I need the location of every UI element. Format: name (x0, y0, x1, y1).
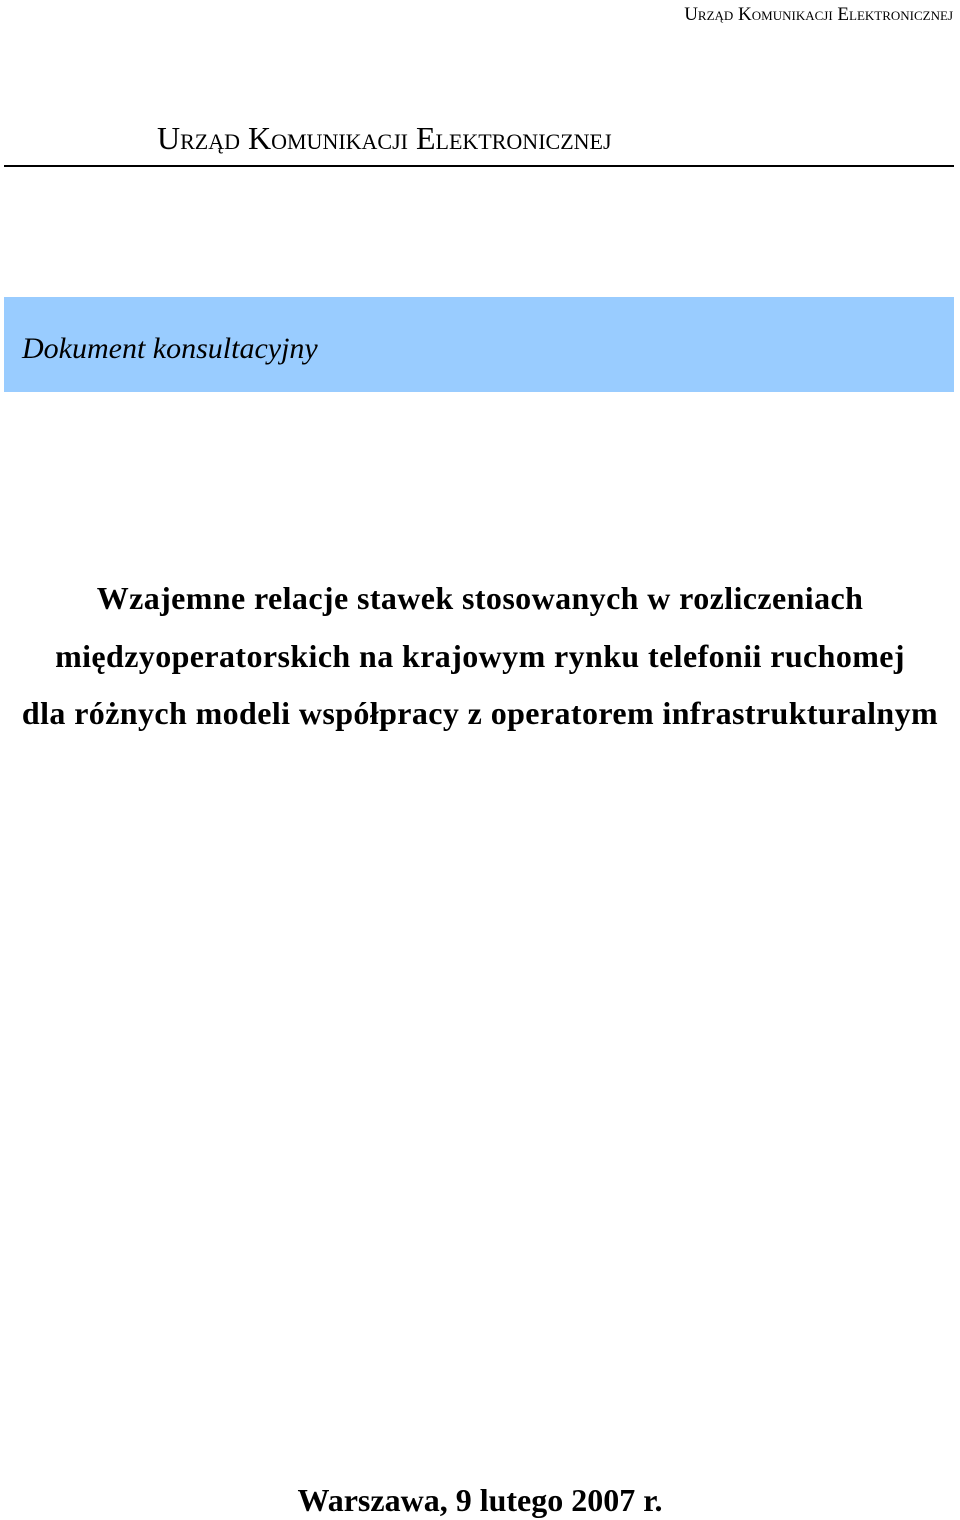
running-header: Urząd Komunikacji Elektronicznej (684, 4, 953, 25)
title-divider (4, 165, 954, 167)
place-and-date: Warszawa, 9 lutego 2007 r. (297, 1482, 663, 1518)
document-title (0, 570, 960, 743)
document-title-line: międzyoperatorskich na krajowym rynku telefonii ruchomej (55, 637, 905, 674)
document-title-line: Wzajemne relacje stawek stosowanych w rozliczeniach (96, 580, 864, 616)
organization-title: Urząd Komunikacji Elektronicznej (157, 120, 612, 156)
document-type-label: Dokument konsultacyjny (22, 332, 318, 365)
document-title-line: dla różnych modeli współpracy z operatorem infrastrukturalnym (21, 695, 939, 731)
